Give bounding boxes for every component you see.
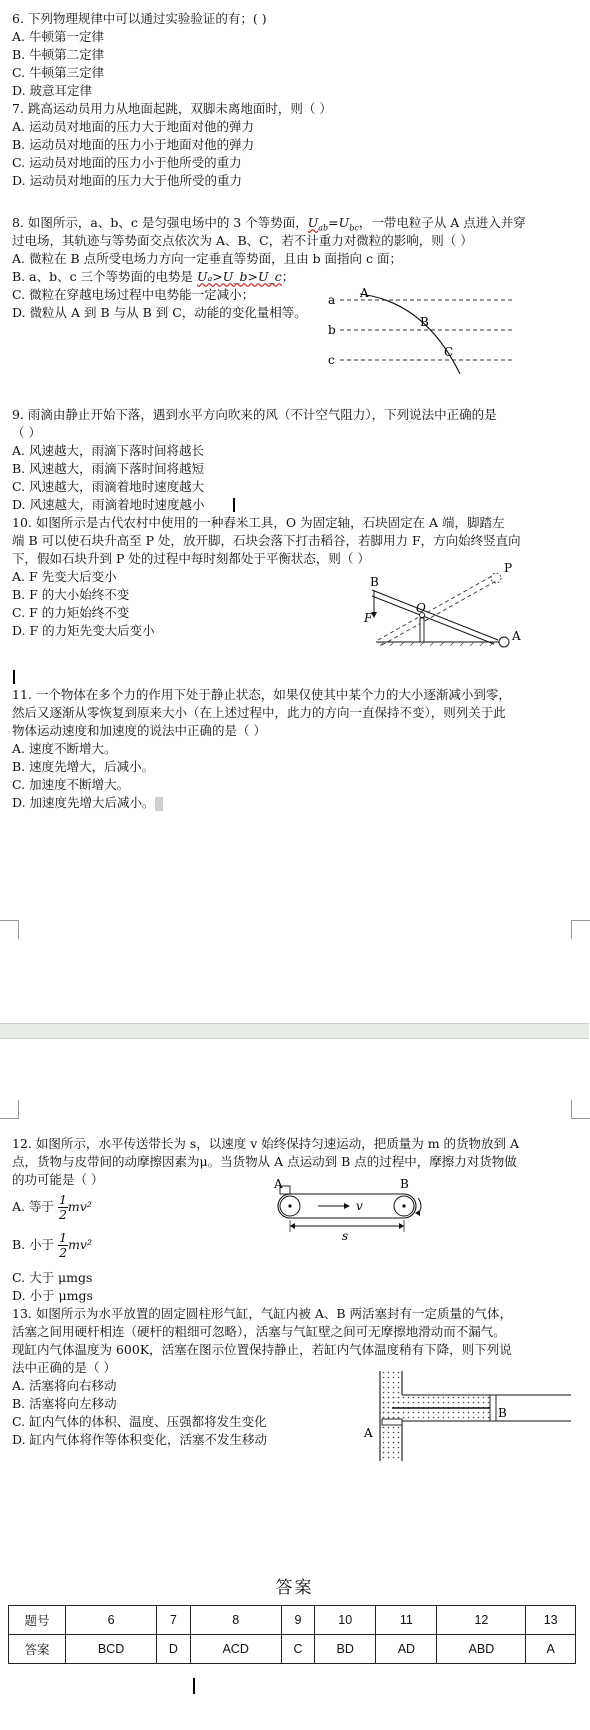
q12-label-b: B <box>400 1177 409 1191</box>
table-cell: ABD <box>437 1635 526 1664</box>
q11-stem-line-3: 物体运动速度和加速度的说法中正确的是（ ） <box>12 723 266 738</box>
q8-option-b-pre: B. a、b、c 三个等势面的电势是 <box>12 269 198 284</box>
q12-option-c: C. 大于 μmgs <box>12 1270 93 1285</box>
q13-stem-line-4: 法中正确的是（ ） <box>12 1360 116 1375</box>
q13-piston-b <box>490 1395 496 1421</box>
q8-u2-sub: bc <box>349 223 359 233</box>
q9-option-d: D. 风速越大，雨滴着地时速度越小 <box>12 497 205 512</box>
table-cell: BCD <box>66 1635 157 1664</box>
text-cursor <box>193 1678 195 1694</box>
q12-frac-num: 1 <box>59 1230 68 1245</box>
q8-point-b: B <box>420 315 429 329</box>
q12-label-s: s <box>342 1229 349 1243</box>
q11-option-b: B. 速度先增大，后减小。 <box>12 759 155 774</box>
table-cell: D <box>157 1635 190 1664</box>
q10-label-a: A <box>512 629 521 643</box>
q13-cylinder-figure <box>356 1365 576 1465</box>
q10-option-c: C. F 的力矩始终不变 <box>12 605 130 620</box>
q12-frac-den: 2 <box>59 1245 68 1260</box>
q10-label-o: O <box>416 601 426 615</box>
page-separator <box>0 1023 589 1039</box>
table-cell: 8 <box>190 1606 281 1635</box>
q7-option-b: B. 运动员对地面的压力小于地面对他的弹力 <box>12 137 255 152</box>
q12-option-a-pre: A. 等于 <box>12 1199 54 1214</box>
q13-option-a: A. 活塞将向右移动 <box>12 1378 117 1393</box>
table-cell: 13 <box>526 1606 576 1635</box>
q8-option-c: C. 微粒在穿越电场过程中电势能一定减小； <box>12 287 255 302</box>
q13-stem-line-1: 13. 如图所示为水平放置的固定圆柱形气缸，气缸内被 A、B 两活塞封有一定质量的气体， <box>12 1306 513 1321</box>
q8-uab <box>307 215 329 233</box>
q12-option-a-mv2: mv² <box>67 1199 92 1214</box>
table-cell: 6 <box>66 1606 157 1635</box>
q7-stem: 7. 跳高运动员用力从地面起跳，双脚未离地面时，则（ ） <box>12 101 332 116</box>
q8-ubc <box>338 215 359 233</box>
q10-stone-raised <box>491 573 501 583</box>
q8-eq: = <box>328 215 339 230</box>
table-cell: ACD <box>190 1635 281 1664</box>
q11-stem-line-1: 11. 一个物体在多个力的作用下处于静止状态，如果仅使其中某个力的大小逐渐减小到零， <box>12 687 511 702</box>
q12-option-b-fraction <box>58 1231 68 1260</box>
q11-option-c: C. 加速度不断增大。 <box>12 777 130 792</box>
q6-option-d: D. 玻意耳定律 <box>12 83 93 98</box>
q8-stem-pre: 8. 如图所示，a、b、c 是匀强电场中的 3 个等势面， <box>12 215 308 230</box>
q7-option-c: C. 运动员对地面的压力小于他所受的重力 <box>12 155 242 170</box>
q13-gas-left <box>382 1371 402 1461</box>
q12-option-b <box>12 1231 92 1260</box>
q8-option-b-formula: Uₐ>U_b>U_c <box>197 269 282 284</box>
page-gap <box>0 945 589 1065</box>
q10-stem-line-3: 下，假如石块升到 P 处的过程中每时刻都处于平衡状态，则（ ） <box>12 551 370 566</box>
q10-label-f: F <box>364 611 373 625</box>
q12-frac-num: 1 <box>58 1192 67 1207</box>
q12-stem-line-2: 点，货物与皮带间的动摩擦因素为μ。当货物从 A 点运动到 B 点的过程中，摩擦力对货物做 <box>12 1154 517 1169</box>
q10-option-a: A. F 先变大后变小 <box>12 569 117 584</box>
q8-option-d: D. 微粒从 A 到 B 与从 B 到 C，动能的变化量相等。 <box>12 305 307 320</box>
table-cell: 9 <box>281 1606 314 1635</box>
q13-piston-a <box>382 1419 402 1425</box>
q13-option-b: B. 活塞将向左移动 <box>12 1396 117 1411</box>
q8-stem-post: ，一带电粒子从 A 点进入并穿 <box>358 215 526 230</box>
table-cell: 7 <box>157 1606 190 1635</box>
q8-u1: U <box>307 215 319 230</box>
q10-stem-line-1: 10. 如图所示是古代农村中使用的一种舂米工具，O 为固定轴，石块固定在 A 端，脚踏左 <box>12 515 505 530</box>
q13-label-a: A <box>364 1426 373 1440</box>
q8-option-b-post: ； <box>281 269 295 284</box>
q12-option-d: D. 小于 μmgs <box>12 1288 93 1303</box>
q12-option-a-fraction <box>58 1193 68 1222</box>
table-cell: AD <box>376 1635 437 1664</box>
page-corner-mark <box>571 920 590 939</box>
table-cell: 12 <box>437 1606 526 1635</box>
q13-label-b: B <box>498 1406 507 1420</box>
q8-option-a: A. 微粒在 B 点所受电场力方向一定垂直等势面，且由 b 面指向 c 面； <box>12 251 403 266</box>
q8-u1-sub: ab <box>318 223 329 233</box>
q12-option-b-pre: B. 小于 <box>12 1237 55 1252</box>
q8-point-c: C <box>444 345 454 359</box>
answers-title: 答案 <box>275 1578 314 1598</box>
q12-conveyor-figure <box>270 1177 450 1243</box>
q6-option-a: A. 牛顿第一定律 <box>12 29 104 44</box>
q9-stem-line-2: （ ） <box>12 425 41 440</box>
answers-table <box>8 1605 576 1664</box>
q10-label-b: B <box>370 575 379 589</box>
q6-stem: 6. 下列物理规律中可以通过实验验证的有；( ) <box>12 11 267 26</box>
answers-value-row <box>9 1635 576 1664</box>
table-cell: C <box>281 1635 314 1664</box>
q9-stem-line-1: 9. 雨滴由静止开始下落，遇到水平方向吹来的风（不计空气阻力），下列说法中正确的是 <box>12 407 497 422</box>
table-cell: 11 <box>376 1606 437 1635</box>
q10-lever-figure <box>364 560 538 650</box>
q6-option-c: C. 牛顿第三定律 <box>12 65 105 80</box>
q11-stem-line-2: 然后又逐渐从零恢复到原来大小（在上述过程中，此力的方向一直保持不变），则列关于此 <box>12 705 506 720</box>
text-cursor <box>13 670 15 684</box>
page-corner-mark <box>0 920 19 939</box>
q8-option-b <box>12 268 294 286</box>
q9-option-a: A. 风速越大，雨滴下落时间将越长 <box>12 443 204 458</box>
q8-label-a: a <box>328 293 336 307</box>
q12-stem-line-3: 的功可能是（ ） <box>12 1172 104 1187</box>
q8-point-a: A <box>360 286 369 300</box>
q12-option-b-mv2: mv² <box>68 1237 93 1252</box>
q13-stem-line-3: 现缸内气体温度为 600K，活塞在图示位置保持静止，若缸内气体温度稍有下降，则下列说 <box>12 1342 512 1357</box>
q8-stem-line-2: 过电场，其轨迹与等势面交点依次为 A、B、C，若不计重力对微粒的影响，则（ ） <box>12 233 473 248</box>
q11-option-a: A. 速度不断增大。 <box>12 741 117 756</box>
q7-option-d: D. 运动员对地面的压力大于他所受的重力 <box>12 173 243 188</box>
table-cell: 10 <box>315 1606 376 1635</box>
q10-stone <box>499 637 509 647</box>
q11-option-d <box>12 794 163 812</box>
q13-option-d: D. 缸内气体将作等体积变化，活塞不发生移动 <box>12 1432 268 1447</box>
table-cell: 答案 <box>9 1635 66 1664</box>
q7-option-a: A. 运动员对地面的压力大于地面对他的弹力 <box>12 119 254 134</box>
q10-beam-bottom <box>372 596 494 644</box>
q12-stem-line-1: 12. 如图所示，水平传送带长为 s，以速度 v 始终保持匀速运动，把质量为 m 的货物放到 A <box>12 1136 520 1151</box>
q10-option-b: B. F 的大小始终不变 <box>12 587 130 602</box>
q8-equipotential-figure <box>320 282 520 382</box>
q12-frac-den: 2 <box>58 1207 67 1222</box>
q8-trajectory <box>360 294 460 374</box>
q11-option-d-text: D. 加速度先增大后减小。 <box>12 795 155 810</box>
table-cell: BD <box>315 1635 376 1664</box>
q12-option-a <box>12 1193 92 1222</box>
q8-label-b: b <box>328 323 336 337</box>
text-cursor <box>233 498 235 512</box>
q9-option-b: B. 风速越大，雨滴下落时间将越短 <box>12 461 205 476</box>
q12-label-v: v <box>356 1199 363 1213</box>
q13-option-c: C. 缸内气体的体积、温度、压强都将发生变化 <box>12 1414 267 1429</box>
q10-stem-line-2: 端 B 可以使石块升高至 P 处，放开脚，石块会落下打击稻谷，若脚用力 F，方向始终竖直向 <box>12 533 521 548</box>
q10-label-p: P <box>504 561 513 575</box>
q8-label-c: c <box>328 353 335 367</box>
q10-option-d: D. F 的力矩先变大后变小 <box>12 623 155 638</box>
table-cell: A <box>526 1635 576 1664</box>
answers-header-row <box>9 1606 576 1635</box>
q10-beam-raised-2 <box>382 581 496 645</box>
q10-pivot-post <box>420 618 424 642</box>
q6-option-b: B. 牛顿第二定律 <box>12 47 105 62</box>
q12-label-a: A <box>274 1177 283 1191</box>
q9-option-c: C. 风速越大，雨滴着地时速度越大 <box>12 479 205 494</box>
table-cell: 题号 <box>9 1606 66 1635</box>
q13-stem-line-2: 活塞之间用硬杆相连（硬杆的粗细可忽略），活塞与气缸壁之间可无摩擦地滑动而不漏气。 <box>12 1324 506 1339</box>
q8-u2: U <box>338 215 350 230</box>
selection-highlight <box>155 797 163 811</box>
